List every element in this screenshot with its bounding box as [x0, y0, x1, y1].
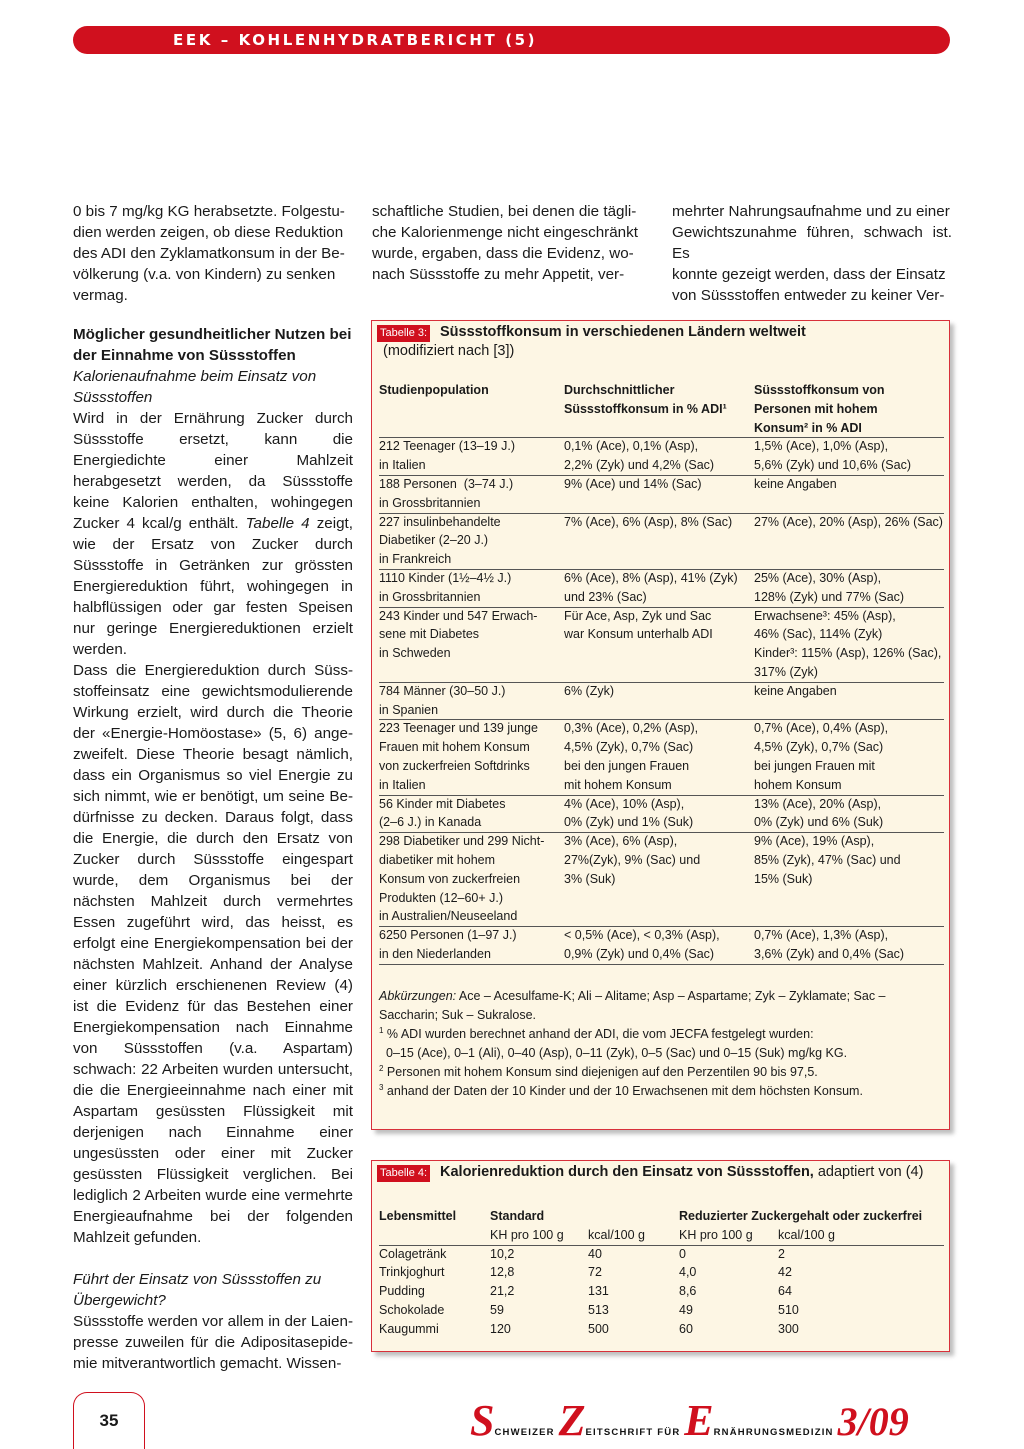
- table-cell: 59: [490, 1303, 504, 1317]
- journal-initial: Z: [558, 1396, 586, 1445]
- table-cell: 5,6% (Zyk) und 10,6% (Sac): [754, 458, 912, 473]
- table-cell: 300: [778, 1321, 799, 1336]
- text-line: völkerung (v.a. von Kindern) zu senken: [73, 266, 336, 283]
- table-cell: 6250 Personen (1–97 J.): [379, 928, 517, 943]
- text-line: Gewichtszunahme führen, schwach ist. Es: [672, 224, 952, 262]
- text-line: vermag.: [73, 287, 128, 304]
- table-subheader-cell: kcal/100 g: [778, 1227, 835, 1242]
- table-cell: Produkten (12–60+ J.): [379, 890, 504, 905]
- table-cell: 6% (Zyk): [564, 683, 614, 698]
- issue-number: 3/09: [837, 1399, 909, 1444]
- text-line: nach Süssstoffe zu mehr Appetit, ver-: [372, 266, 625, 283]
- table-cell: 3% (Suk): [564, 871, 616, 886]
- table-footnote-2: [379, 1063, 939, 1082]
- column-3-top: [672, 201, 952, 306]
- table-cell: 1,5% (Ace), 1,0% (Asp),: [754, 439, 889, 454]
- table-cell: 8,6: [679, 1284, 697, 1299]
- table-tag: Tabelle 3:: [377, 325, 430, 342]
- paragraph-energy-homeostasis: Dass die Energiereduktion durch Süssstoffeinsatz eine gewichtsmodulierende Wirkung erzielt, wird durch die Theorie der «Energie-Homöostase» (5, 6) angezweifelt. Diese Theorie besagt nämlich, dass ein Organismus so viel Energie zu sich nimmt, wie er benötigt, um seine Bedürfnisse zu decken. Daraus folgt, dass die Energie, die durch den Ersatz von Zucker durch Süssstoffe eingespart wurde, dem Organismus bei der nächsten Mahlzeit durch vermehrtes Essen zugeführt wird, das heisst, es erfolgt eine Energiekompensation bei der nächsten Mahlzeit. Anhand der Analyse einer kürzlich erschienenen Review (4) ist die Evidenz für das Bestehen einer Energiekompensation nach Einnahme von Süssstoffen (v.a. Aspartam) schwach: 22 Arbeiten wurden untersucht, die die Energieeinnahme nach einer mit Aspartam gesüssten Flüssigkeit mit derjenigen nach Einnahme einer ungesüssten oder einer mit Zucker gesüssten Flüssigkeit verglichen. Bei lediglich 2 Arbeiten wurde eine vermehrte Energieaufnahme bei der folgenden Mahlzeit gefunden.: [73, 662, 353, 1246]
- table-cell: 227 insulinbehandelte: [379, 514, 501, 529]
- table-cell: 0: [679, 1246, 686, 1261]
- footnote-text: Personen mit hohem Konsum sind diejenigen auf den Perzentilen 90 bis 97,5.: [383, 1065, 818, 1079]
- table-footnote-3: [379, 1082, 939, 1101]
- table-abbreviations: [379, 987, 939, 1025]
- table-cell: 500: [588, 1321, 609, 1336]
- abbr-label: Abkürzungen:: [379, 989, 457, 1003]
- section-heading: Möglicher gesundheitlicher Nutzen bei der Einnahme von Süssstoffen: [73, 326, 352, 364]
- table-cell: 21,2: [490, 1284, 515, 1299]
- table-cell: 3% (Ace), 6% (Asp),: [564, 834, 678, 849]
- footnote-mark: 1: [379, 1025, 384, 1035]
- table-cell: 1110 Kinder (1½–4½ J.): [379, 571, 512, 585]
- text-line: schaftliche Studien, bei denen die tägli-: [372, 203, 637, 220]
- table-cell: 10,2: [490, 1246, 515, 1261]
- table-3: [371, 320, 950, 1130]
- table-cell: von zuckerfreien Softdrinks: [379, 759, 530, 773]
- table-cell: 212 Teenager (13–19 J.): [379, 439, 515, 454]
- table-footnote-1: [379, 1025, 939, 1044]
- table-cell: 0% (Zyk) und 1% (Suk): [564, 815, 694, 830]
- table-4-reference: Tabelle 4: [245, 515, 310, 532]
- table-cell: in Grossbritannien: [379, 589, 481, 604]
- journal-word: CHWEIZER: [494, 1427, 559, 1438]
- text-line: che Kalorienmenge nicht eingeschränkt: [372, 224, 638, 241]
- table-cell: Diabetiker (2–20 J.): [379, 533, 489, 548]
- footnote-mark: 2: [379, 1063, 384, 1073]
- paragraph-lay-press: Süssstoffe werden vor allem in der Laienpresse zuweilen für die Adipositasepidemie mitverantwortlich gemacht. Wissen-: [73, 1313, 353, 1372]
- table-cell: 0,3% (Ace), 0,2% (Asp),: [564, 721, 699, 736]
- table-cell: 0,9% (Zyk) und 0,4% (Sac): [564, 947, 715, 961]
- table-cell: diabetiker mit hohem: [379, 853, 496, 867]
- table-cell: keine Angaben: [754, 477, 837, 491]
- table-cell: sene mit Diabetes: [379, 627, 480, 642]
- table-cell: 4% (Ace), 10% (Asp),: [564, 796, 685, 811]
- table-cell: 4,0: [679, 1265, 697, 1280]
- table-cell: Erwachsene³: 45% (Asp),: [754, 608, 896, 623]
- table-title: [440, 1163, 923, 1181]
- table-header-cell: Reduzierter Zuckergehalt oder zuckerfrei: [679, 1209, 923, 1223]
- journal-initial: S: [470, 1396, 495, 1445]
- table-cell: in den Niederlanden: [379, 947, 491, 961]
- table-cell: 3,6% (Zyk) and 0,4% (Sac): [754, 947, 905, 961]
- text-line: dien werden zeigen, ob diese Reduktion: [73, 224, 344, 241]
- table-header-cell: Süssstoffkonsum in % ADI¹: [564, 401, 727, 416]
- table-cell: 0,7% (Ace), 0,4% (Asp),: [754, 721, 889, 736]
- table-cell: hohem Konsum: [754, 777, 842, 792]
- table-cell: 9% (Ace), 19% (Asp),: [754, 834, 875, 849]
- table-cell: 4,5% (Zyk), 0,7% (Sac): [754, 740, 884, 755]
- paragraph-text: zeigt, wie der Ersatz von Zucker durch Süssstoffe in Getränken zur grössten Energiereduktion führt, wohingegen in halbflüssigen oder gar festen Speisen nur geringe Energiereduktionen erzielt werden.: [73, 515, 354, 658]
- table-cell: in Australien/Neuseeland: [379, 909, 518, 924]
- table-cell: 128% (Zyk) und 77% (Sac): [754, 589, 905, 604]
- table-cell: 513: [588, 1303, 609, 1317]
- table-cell: bei jungen Frauen mit: [754, 759, 875, 773]
- text-line: 0 bis 7 mg/kg KG herabsetzte. Folgestu-: [73, 203, 345, 220]
- table-header-cell: Durchschnittlicher: [564, 383, 675, 397]
- footnote-text: % ADI wurden berechnet anhand der ADI, die vom JECFA festgelegt wurden:: [383, 1027, 814, 1041]
- table-cell: war Konsum unterhalb ADI: [564, 627, 713, 642]
- table-cell: 510: [778, 1303, 799, 1317]
- table-cell: Frauen mit hohem Konsum: [379, 740, 530, 755]
- table-cell: 46% (Sac), 114% (Zyk): [754, 627, 883, 642]
- table-4: [371, 1160, 950, 1352]
- table-cell: Trinkjoghurt: [379, 1265, 445, 1280]
- table-cell: in Spanien: [379, 702, 439, 717]
- table-cell: 15% (Suk): [754, 871, 813, 886]
- header-bar: [73, 26, 950, 54]
- abbr-text: Ace – Acesulfame-K; Ali – Alitame; Asp – Aspartame; Zyk – Zyklamate; Sac – Saccharin; Suk – Sukralose.: [379, 989, 886, 1022]
- table-subtitle: (modifiziert nach [3]): [383, 343, 515, 359]
- table-rule: [379, 1245, 944, 1246]
- table-header-cell: Standard: [490, 1209, 545, 1223]
- table-cell: 9% (Ace) und 14% (Sac): [564, 477, 702, 491]
- column-2-top: [372, 201, 652, 285]
- table-cell: 7% (Ace), 6% (Asp), 8% (Sac): [564, 514, 733, 529]
- table-cell: 298 Diabetiker und 299 Nicht-: [379, 834, 545, 849]
- table-cell: 12,8: [490, 1265, 515, 1280]
- table-cell: Konsum von zuckerfreien: [379, 871, 521, 886]
- table-rule: [379, 964, 944, 965]
- table-header-cell: Lebensmittel: [379, 1209, 457, 1223]
- table-cell: < 0,5% (Ace), < 0,3% (Asp),: [564, 928, 720, 943]
- table-cell: 317% (Zyk): [754, 665, 818, 679]
- table-cell: 60: [679, 1321, 693, 1336]
- column-1-main: [73, 324, 353, 1374]
- table-title: Süssstoffkonsum in verschiedenen Ländern weltweit: [440, 324, 806, 340]
- table-cell: 4,5% (Zyk), 0,7% (Sac): [564, 740, 694, 755]
- column-1-top: [73, 201, 353, 306]
- table-cell: 72: [588, 1265, 602, 1280]
- table-cell: 243 Kinder und 547 Erwach-: [379, 608, 538, 623]
- table-cell: 0% (Zyk) und 6% (Suk): [754, 815, 884, 830]
- table-cell: 188 Personen (3–74 J.): [379, 477, 514, 491]
- table-cell: 27%(Zyk), 9% (Sac) und: [564, 853, 701, 867]
- table-title-bold: Kalorienreduktion durch den Einsatz von Süssstoffen,: [440, 1164, 814, 1180]
- journal-word: EITSCHRIFT FÜR: [585, 1427, 685, 1438]
- table-cell: keine Angaben: [754, 683, 837, 698]
- table-cell: 13% (Ace), 20% (Asp),: [754, 796, 882, 811]
- table-cell: 27% (Ace), 20% (Asp), 26% (Sac): [754, 514, 943, 529]
- page-number-box: [73, 1392, 145, 1449]
- journal-name: [470, 1395, 950, 1445]
- table-subheader-cell: KH pro 100 g: [679, 1227, 753, 1242]
- table-cell: in Italien: [379, 458, 426, 473]
- page-number: 35: [99, 1411, 119, 1430]
- table-cell: Colagetränk: [379, 1246, 447, 1261]
- table-cell: bei den jungen Frauen: [564, 759, 690, 773]
- table-cell: und 23% (Sac): [564, 589, 647, 604]
- table-cell: Kaugummi: [379, 1321, 439, 1336]
- table-cell: 49: [679, 1303, 693, 1317]
- table-cell: 6% (Ace), 8% (Asp), 41% (Zyk): [564, 571, 738, 585]
- table-cell: in Frankreich: [379, 552, 452, 567]
- table-cell: Kinder³: 115% (Asp), 126% (Sac),: [754, 646, 942, 661]
- table-footnote-1b: 0–15 (Ace), 0–1 (Ali), 0–40 (Asp), 0–11 (Zyk), 0–5 (Sac) und 0–15 (Suk) mg/kg KG.: [386, 1046, 848, 1060]
- table-cell: in Italien: [379, 777, 426, 792]
- table-cell: in Grossbritannien: [379, 495, 481, 510]
- footnote-text: anhand der Daten der 10 Kinder und der 10 Erwachsenen mit dem höchsten Konsum.: [383, 1084, 863, 1098]
- text-line: konnte gezeigt werden, dass der Einsatz: [672, 266, 946, 283]
- footnote-mark: 3: [379, 1082, 384, 1092]
- table-title-rest: adaptiert von (4): [813, 1164, 924, 1180]
- table-cell: 85% (Zyk), 47% (Sac) und: [754, 853, 901, 867]
- text-line: von Süssstoffen entweder zu keiner Ver-: [672, 287, 945, 304]
- table-cell: 0,7% (Ace), 1,3% (Asp),: [754, 928, 889, 943]
- table-header-cell: Süssstoffkonsum von: [754, 383, 885, 397]
- table-cell: 131: [588, 1284, 609, 1299]
- table-tag: Tabelle 4:: [377, 1165, 430, 1182]
- text-line: wurde, ergaben, dass die Evidenz, wo-: [372, 245, 634, 262]
- table-cell: 120: [490, 1321, 511, 1336]
- table-cell: 42: [778, 1265, 792, 1280]
- table-cell: Pudding: [379, 1284, 425, 1299]
- table-cell: Für Ace, Asp, Zyk und Sac: [564, 608, 712, 623]
- table-cell: 2: [778, 1246, 785, 1261]
- journal-initial: E: [684, 1396, 714, 1445]
- journal-word: RNÄHRUNGSMEDIZIN: [713, 1427, 834, 1438]
- table-cell: 25% (Ace), 30% (Asp),: [754, 571, 882, 585]
- paragraph-energy-density: [73, 408, 353, 660]
- table-header-cell: Personen mit hohem: [754, 401, 878, 416]
- table-header-cell: Konsum² in % ADI: [754, 420, 862, 435]
- table-cell: Schokolade: [379, 1303, 445, 1317]
- table-cell: 223 Teenager und 139 junge: [379, 721, 538, 736]
- table-cell: mit hohem Konsum: [564, 777, 672, 792]
- subheading-calories: Kalorienaufnahme beim Einsatz von Süssstoffen: [73, 368, 317, 406]
- table-subheader-cell: KH pro 100 g: [490, 1227, 564, 1242]
- table-cell: 2,2% (Zyk) und 4,2% (Sac): [564, 458, 715, 473]
- subheading-overweight: Führt der Einsatz von Süssstoffen zu Übergewicht?: [73, 1271, 322, 1309]
- running-header-title: EEK – KOHLENHYDRATBERICHT (5): [173, 31, 538, 49]
- text-line: des ADI den Zyklamatkonsum in der Be-: [73, 245, 345, 262]
- table-cell: 0,1% (Ace), 0,1% (Asp),: [564, 439, 699, 454]
- table-cell: 64: [778, 1284, 792, 1299]
- table-header-cell: Studienpopulation: [379, 383, 489, 397]
- table-cell: (2–6 J.) in Kanada: [379, 815, 482, 830]
- table-cell: 56 Kinder mit Diabetes: [379, 796, 506, 811]
- text-line: mehrter Nahrungsaufnahme und zu einer: [672, 203, 950, 220]
- table-cell: 784 Männer (30–50 J.): [379, 683, 506, 698]
- paragraph-text: Wird in der Ernährung Zucker durch Süssstoffe ersetzt, kann die Energiedichte einer Mahlzeit herabgesetzt werden, da Süssstoffe keine Kalorien enthalten, wohingegen Zucker 4 kcal/g enthält.: [73, 410, 353, 532]
- table-cell: in Schweden: [379, 646, 451, 661]
- table-cell: 40: [588, 1246, 602, 1261]
- table-subheader-cell: kcal/100 g: [588, 1227, 645, 1242]
